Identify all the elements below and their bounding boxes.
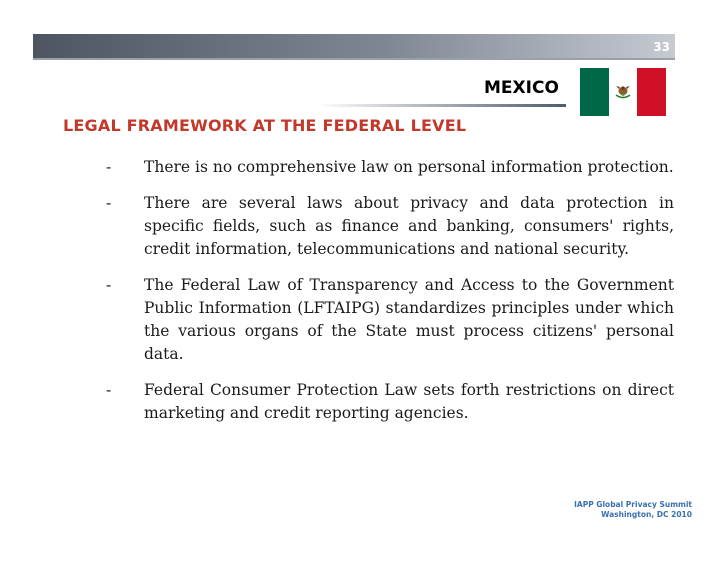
bullet-item — [106, 274, 674, 366]
section-title: LEGAL FRAMEWORK AT THE FEDERAL LEVEL — [63, 116, 467, 135]
bullet-item — [106, 156, 674, 179]
country-underline — [316, 104, 566, 107]
bullet-marker: - — [106, 276, 112, 294]
footer — [574, 500, 692, 520]
bullet-item — [106, 379, 674, 425]
bullet-list — [106, 156, 674, 438]
flag-white-stripe — [609, 68, 638, 116]
header-bar — [33, 34, 675, 58]
bullet-marker: - — [106, 381, 112, 399]
bullet-text: There is no comprehensive law on personal information protection. — [144, 158, 674, 176]
mexico-flag-icon — [580, 68, 666, 116]
flag-red-stripe — [637, 68, 666, 116]
bullet-text: Federal Consumer Protection Law sets forth restrictions on direct marketing and credit reporting agencies. — [144, 381, 674, 422]
bullet-text: There are several laws about privacy and data protection in specific fields, such as finance and banking, consumers' rights, credit information, telecommunications and national security. — [144, 194, 674, 258]
slide-number: 33 — [653, 40, 670, 54]
country-label: MEXICO — [484, 78, 559, 98]
bullet-marker: - — [106, 158, 112, 176]
footer-event: IAPP Global Privacy Summit — [574, 500, 692, 509]
bullet-text: The Federal Law of Transparency and Access to the Government Public Information (LFTAIPG) standardizes principles under which the various organs of the State must process citizens' personal data. — [144, 276, 674, 363]
header-bar-divider — [33, 58, 675, 60]
bullet-item — [106, 192, 674, 261]
bullet-marker: - — [106, 194, 112, 212]
footer-location: Washington, DC 2010 — [601, 510, 692, 519]
flag-green-stripe — [580, 68, 609, 116]
coat-of-arms-icon — [613, 83, 633, 101]
